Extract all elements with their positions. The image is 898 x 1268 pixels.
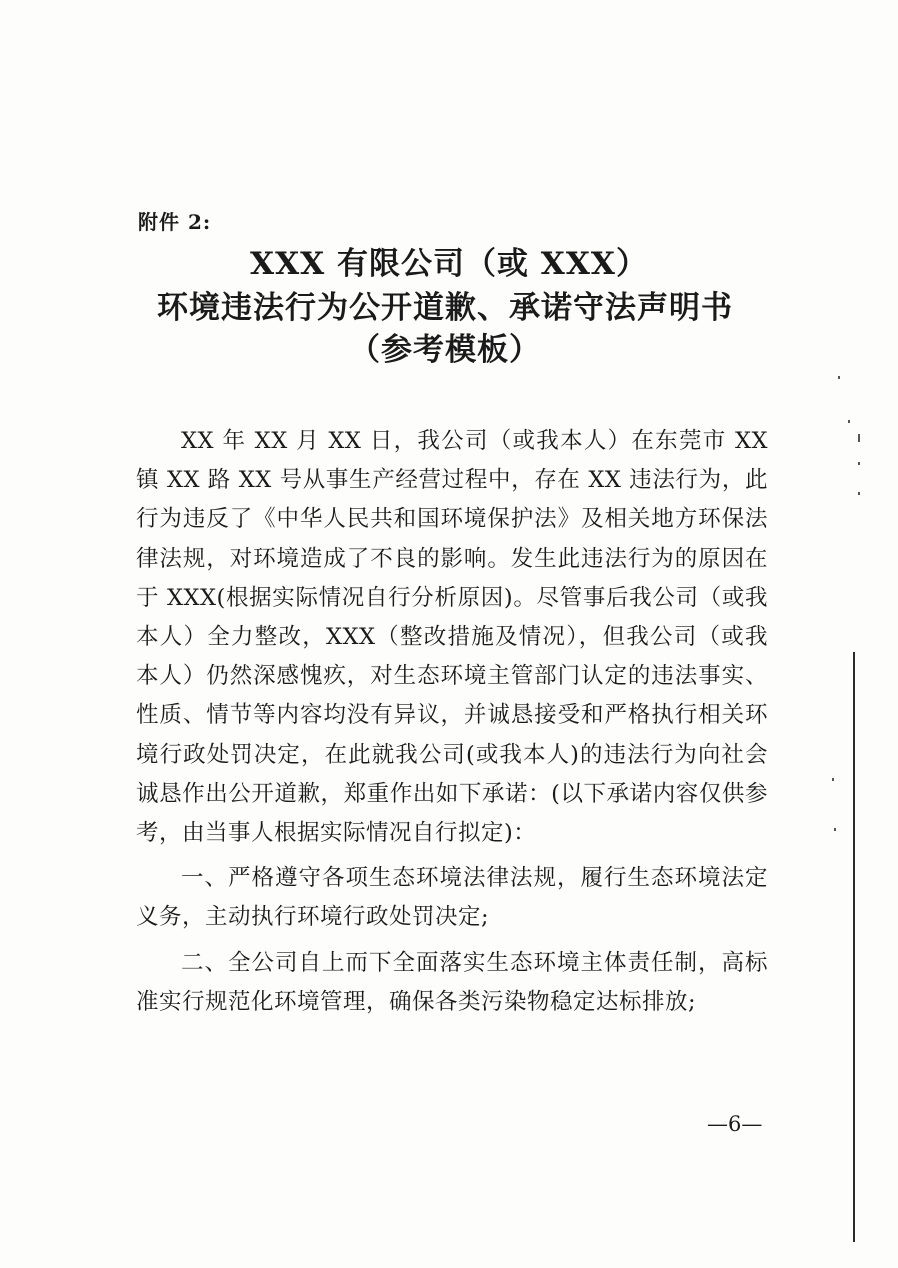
page-number: —6—	[707, 1112, 763, 1136]
attachment-label: 附件 2:	[138, 210, 212, 234]
document-body	[136, 422, 768, 1022]
scan-speck	[848, 420, 850, 423]
document-title-line-2: 环境违法行为公开道歉、承诺守法声明书	[157, 290, 733, 326]
scan-speck	[858, 462, 860, 465]
document-title-line-1: XXX 有限公司（或 XXX）	[250, 246, 648, 282]
scan-speck	[858, 492, 860, 495]
scan-speck	[858, 434, 860, 442]
paragraph-commitment-2: 二、全公司自上而下全面落实生态环境主体责任制，高标准实行规范化环境管理，确保各类污染物稳定达标排放;	[136, 949, 768, 1015]
scan-margin-line	[853, 652, 855, 1242]
scan-speck	[838, 376, 840, 379]
paragraph-statement: XX 年 XX 月 XX 日，我公司（或我本人）在东莞市 XX 镇 XX 路 XX 号从事生产经营过程中，存在 XX 违法行为，此行为违反了《中华人民共和国环境保护法》及相关地方环保法律法规，对环境造成了不良的影响。发生此违法行为的原因在于 XXX(根据实际情况自行分析原因)。尽管事后我公司（或我本人）全力整改，XXX（整改措施及情况），但我公司（或我本人）仍然深感愧疚，对生态环境主管部门认定的违法事实、性质、情节等内容均没有异议，并诚恳接受和严格执行相关环境行政处罚决定，在此就我公司(或我本人)的违法行为向社会诚恳作出公开道歉，郑重作出如下承诺：(以下承诺内容仅供参考，由当事人根据实际情况自行拟定)：	[136, 428, 768, 847]
scan-speck	[832, 778, 834, 781]
document-title-line-3: （参考模板）	[349, 332, 541, 368]
scan-speck	[834, 828, 836, 831]
paragraph-commitment-1: 一、严格遵守各项生态环境法律法规，履行生态环境法定义务，主动执行环境行政处罚决定;	[136, 865, 768, 931]
